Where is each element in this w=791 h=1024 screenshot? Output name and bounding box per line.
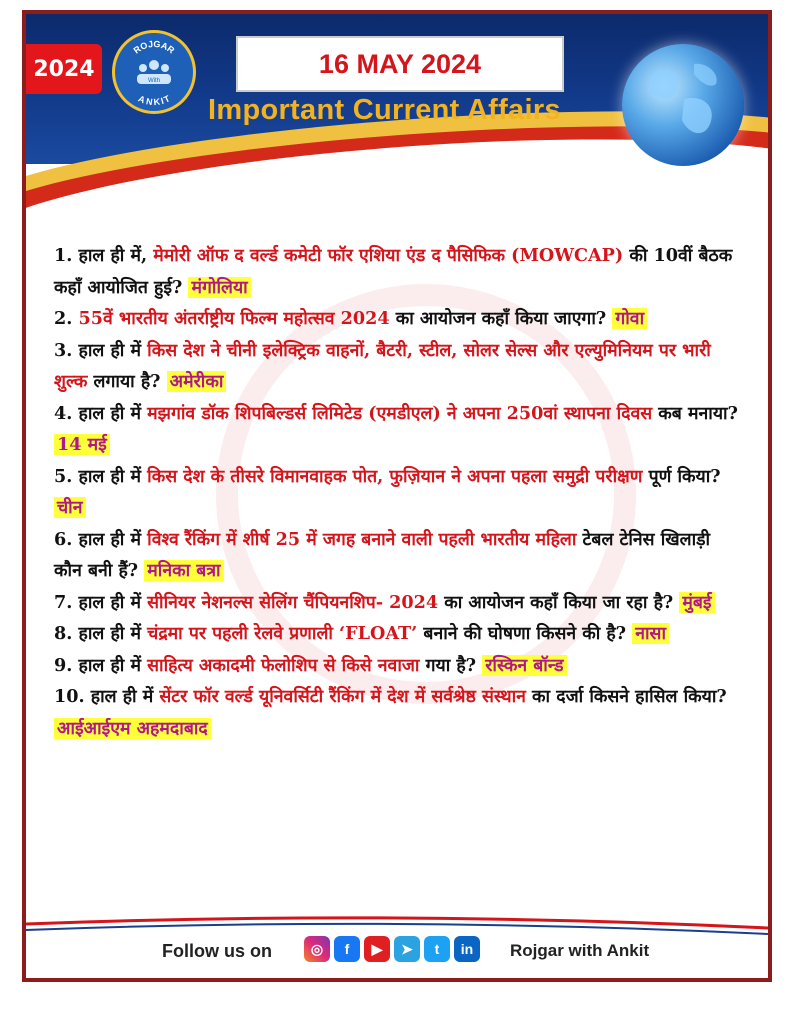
question-highlight: विश्व रैंकिंग में शीर्ष 25 में जगह बनाने वाली पहली भारतीय महिला [147, 528, 577, 550]
svg-text:ANKIT [137, 93, 172, 107]
answer-highlight: नासा [632, 623, 669, 644]
question-text: टेबल टेनिस खिलाड़ी कौन बनी हैं? [54, 528, 711, 581]
question-text: गया है? [419, 654, 477, 676]
logo-top-text: ROJGAR [131, 38, 177, 56]
question-highlight: सीनियर नेशनल्स सेलिंग चैंपियनशिप- 2024 [147, 591, 439, 613]
question-number: 6. [54, 528, 73, 550]
question-text: की 10वीं बैठक कहाँ आयोजित हुई? [54, 245, 733, 298]
answer-highlight: गोवा [612, 308, 647, 329]
question-number: 7. [54, 591, 73, 613]
question-number: 3. [54, 339, 73, 361]
question-text: का दर्जा किसने हासिल किया? [525, 686, 727, 707]
question-number: 1. [54, 245, 73, 266]
social-icons [304, 936, 480, 962]
answer-highlight: 14 मई [54, 434, 110, 455]
question-text: हाल ही में [78, 339, 148, 361]
question-text: हाल ही में [78, 623, 148, 644]
linkedin-icon[interactable]: in [454, 936, 480, 962]
logo-mid-text: With [148, 78, 160, 84]
logo-bottom-text: ANKIT [136, 93, 172, 108]
answer-highlight: रस्किन बॉन्ड [482, 655, 566, 676]
youtube-icon[interactable]: ▶ [364, 936, 390, 962]
svg-text:ROJGAR [132, 39, 177, 56]
question-item [54, 240, 744, 303]
question-item [54, 587, 744, 619]
question-text: लगाया है? [87, 371, 161, 392]
question-text: कब मनाया? [652, 402, 738, 424]
question-highlight: 55वें भारतीय अंतर्राष्ट्रीय फिल्म महोत्सव 2024 [78, 308, 396, 329]
question-item [54, 524, 744, 587]
question-text: का आयोजन कहाँ किया जा रहा है? [438, 591, 674, 613]
question-item [54, 618, 744, 650]
question-highlight: किस देश के तीसरे विमानवाहक पोत, फुज़ियान ने अपना पहला समुद्री परीक्षण [147, 465, 643, 487]
question-text: हाल ही में [78, 402, 148, 424]
date-box: 16 MAY 2024 [236, 36, 564, 92]
question-highlight: चंद्रमा पर पहली रेलवे प्रणाली ‘FLOAT’ [147, 623, 418, 644]
question-highlight: मझगांव डॉक शिपबिल्डर्स लिमिटेड (एमडीएल) ने अपना 250वां स्थापना दिवस [147, 402, 653, 424]
question-highlight: किस देश ने चीनी इलेक्ट्रिक वाहनों, बैटरी, स्टील, सोलर सेल्स और एल्युमिनियम पर भारी शुल्क [54, 339, 711, 392]
answer-highlight: चीन [54, 497, 86, 518]
answer-highlight: आईआईएम अहमदाबाद [54, 718, 211, 739]
question-text: बनाने की घोषणा किसने की है? [417, 623, 627, 644]
facebook-icon[interactable]: f [334, 936, 360, 962]
question-number: 5. [54, 465, 73, 487]
question-number: 8. [54, 623, 73, 644]
question-text: हाल ही में [90, 686, 160, 707]
answer-highlight: अमेरीका [167, 371, 227, 392]
question-item [54, 650, 744, 682]
brand-name: Rojgar with Ankit [510, 941, 650, 960]
page-frame [22, 10, 772, 982]
twitter-icon[interactable]: t [424, 936, 450, 962]
question-number: 9. [54, 654, 73, 676]
telegram-icon[interactable]: ➤ [394, 936, 420, 962]
question-item [54, 461, 744, 524]
question-text: हाल ही में [78, 654, 148, 676]
globe-icon [622, 44, 744, 166]
question-text: हाल ही में, [78, 245, 154, 266]
question-number: 10. [54, 686, 85, 707]
question-item [54, 398, 744, 461]
question-highlight: सेंटर फॉर वर्ल्ड यूनिवर्सिटी रैंकिंग में देश में सर्वश्रेष्ठ संस्थान [159, 686, 526, 707]
page-title: Important Current Affairs [208, 94, 561, 126]
question-item [54, 681, 744, 744]
answer-highlight: मनिका बत्रा [144, 560, 223, 581]
question-highlight: साहित्य अकादमी फेलोशिप से किसे नवाजा [147, 654, 420, 676]
question-number: 2. [54, 308, 73, 329]
question-item [54, 335, 744, 398]
question-item [54, 303, 744, 335]
question-text: हाल ही में [78, 591, 148, 613]
question-highlight: मेमोरी ऑफ द वर्ल्ड कमेटी फॉर एशिया एंड द पैसिफिक (MOWCAP) [153, 245, 624, 266]
question-text: का आयोजन कहाँ किया जाएगा? [395, 308, 607, 329]
answer-highlight: मंगोलिया [188, 277, 250, 298]
question-list [54, 240, 744, 744]
follow-us-label: Follow us on [162, 941, 272, 961]
question-text: पूर्ण किया? [642, 465, 721, 487]
question-number: 4. [54, 402, 73, 424]
question-text: हाल ही में [78, 528, 148, 550]
instagram-icon[interactable]: ◎ [304, 936, 330, 962]
answer-highlight: मुंबई [679, 592, 714, 613]
rojgar-logo-icon [112, 30, 196, 114]
year-badge: 2024 [26, 44, 102, 94]
question-text: हाल ही में [78, 465, 148, 487]
